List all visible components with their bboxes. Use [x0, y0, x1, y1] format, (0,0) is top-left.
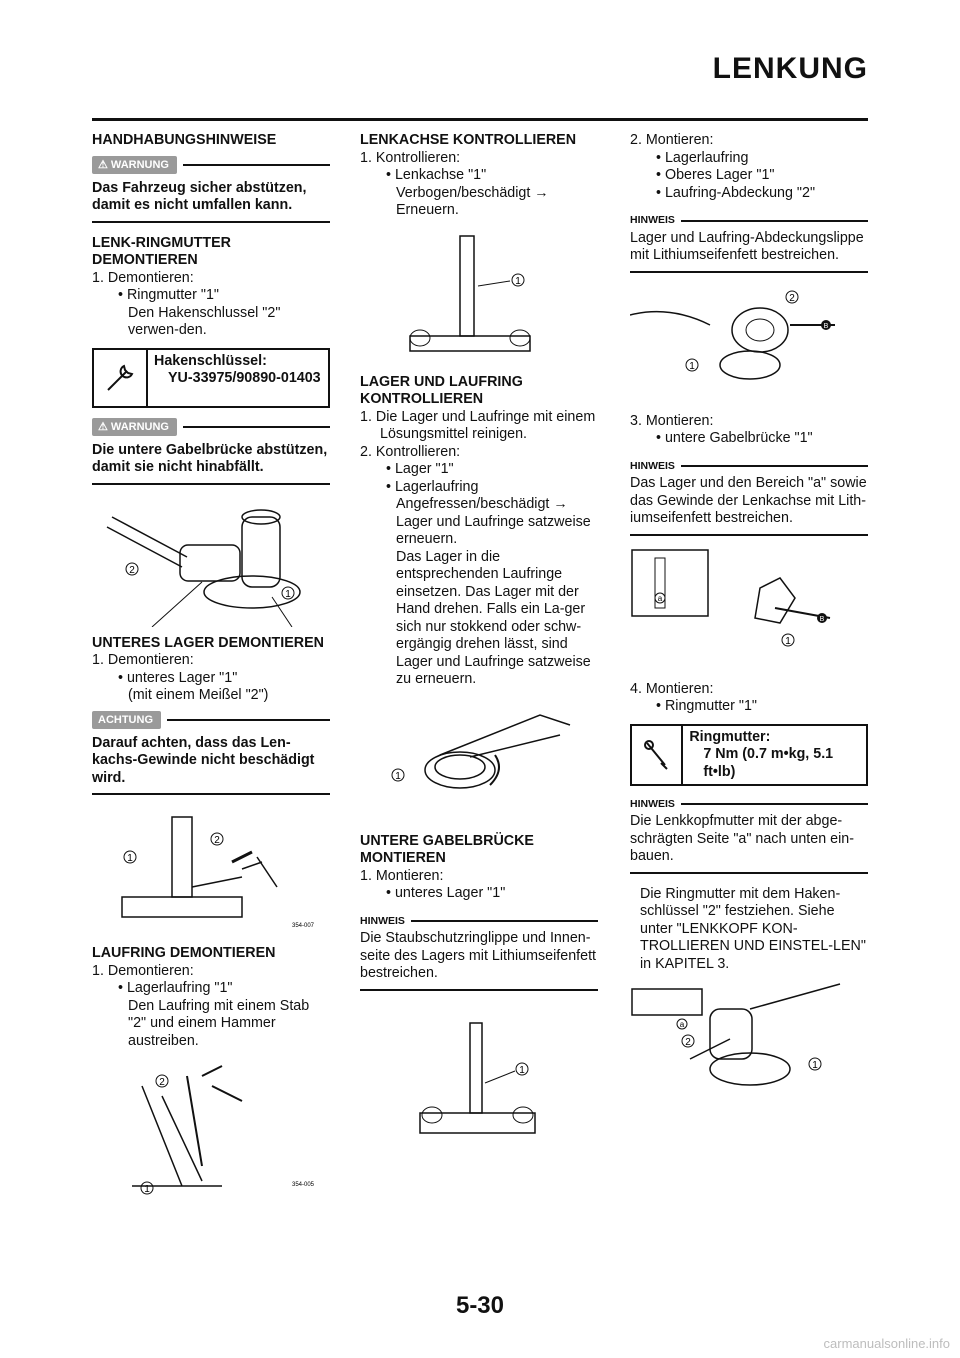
step: 1. Demontieren:	[92, 652, 194, 668]
section-heading: LAUFRING DEMONTIEREN	[92, 945, 276, 961]
ring-nut-tighten-figure	[630, 979, 860, 1109]
note-label: HINWEIS	[630, 797, 675, 810]
note-header	[630, 796, 868, 814]
warning-text: Die untere Gabelbrücke abstützen, damit sie nicht hinabfällt.	[92, 441, 328, 475]
step-note: Angefressen/beschädigt → Lager und Laufringe satzweise erneuern.	[396, 496, 591, 547]
step-item: • Lager "1"	[386, 461, 454, 477]
step-note: Den Laufring mit einem Stab "2" und einem Hammer austreiben.	[128, 997, 310, 1049]
note-header	[630, 212, 868, 230]
step-note: Den Hakenschlussel "2" verwen-den.	[128, 304, 281, 338]
page-title: LENKUNG	[712, 52, 868, 85]
step-item: • unteres Lager "1"	[386, 885, 506, 901]
upper-bearing-figure	[630, 285, 860, 405]
step-item: • Lagerlaufring	[656, 149, 749, 166]
wrench-icon	[94, 350, 148, 406]
svg-text:1: 1	[519, 1064, 525, 1076]
lower-bracket-figure	[360, 1003, 590, 1153]
step: 1. Demontieren:	[92, 962, 194, 979]
svg-text:1: 1	[515, 275, 521, 287]
warning-text: Das Fahrzeug sicher abstützen, damit es nicht umfallen kann.	[92, 179, 307, 213]
caution-badge: ACHTUNG	[92, 711, 161, 729]
svg-text:a: a	[657, 593, 663, 603]
warning-badge: ⚠ WARNUNG	[92, 156, 177, 174]
step-item: • untere Gabelbrücke "1"	[656, 430, 813, 446]
step: 2. Kontrollieren:	[360, 443, 461, 460]
caution-text: Darauf achten, dass das Len-kachs-Gewinde nicht beschädigt wird.	[92, 734, 315, 786]
note-text: Das Lager und den Bereich "a" sowie das Gewinde der Lenkachse mit Lith-iumseifenfett bestreichen.	[630, 475, 867, 526]
figure-code: 354-005	[292, 1182, 315, 1188]
section-heading: LENK-RINGMUTTER DEMONTIEREN	[92, 234, 231, 268]
svg-text:2: 2	[129, 564, 135, 576]
svg-text:1: 1	[785, 635, 791, 647]
svg-text:2: 2	[214, 835, 220, 846]
svg-text:a: a	[679, 1020, 685, 1029]
svg-text:2: 2	[685, 1037, 691, 1048]
page-number: 5-30	[455, 1292, 505, 1319]
figure-code: 354-007	[292, 923, 315, 929]
lower-bracket-install-figure	[630, 548, 860, 673]
step-note: Die Ringmutter mit dem Haken-schlüssel "2" festziehen. Siehe unter "LENKKOPF KON-TROLLIEREN UND EINSTEL-LEN" in KAPITEL 3.	[640, 885, 866, 972]
column-1	[92, 132, 330, 1204]
note-label: HINWEIS	[360, 914, 405, 927]
step-note: Das Lager in die entsprechenden Laufringe einsetzen. Das Lager mit der Hand drehen. Falls ein La-ger sich nur stokkend oder schw-ergängig drehen lässt, sind Lager und Laufringe satzweise zu erneuern.	[396, 548, 591, 687]
torque-wrench-icon	[632, 726, 683, 784]
svg-text:1: 1	[812, 1060, 818, 1071]
step-item: • Lagerlaufring "1"	[118, 980, 233, 996]
step: 4. Montieren:	[630, 680, 714, 697]
note-header	[360, 913, 598, 931]
torque-value: 7 Nm (0.7 m•kg, 5.1 ft•lb)	[703, 746, 834, 780]
note-text: Die Lenkkopfmutter mit der abge-schrägten Seite "a" nach unten ein-bauen.	[630, 813, 854, 864]
steering-stem-figure	[360, 226, 590, 366]
step: 1. Kontrollieren:	[360, 149, 461, 166]
svg-text:B: B	[823, 322, 829, 330]
caution-header	[92, 711, 330, 729]
svg-text:1: 1	[144, 1184, 150, 1195]
step-item: • unteres Lager "1"	[118, 669, 238, 686]
section-heading: UNTERE GABELBRÜCKE MONTIEREN	[360, 832, 534, 866]
warning-header	[92, 418, 330, 436]
svg-text:1: 1	[689, 360, 695, 372]
step-note: (mit einem Meißel "2")	[128, 687, 269, 703]
chisel-figure	[92, 807, 322, 937]
note-text: Die Staubschutzringlippe und Innen-seite des Lagers mit Lithiumseifenfett bestreichen.	[360, 930, 597, 981]
watermark: carmanualsonline.info	[823, 1336, 950, 1351]
step: 1. Die Lager und Laufringe mit einem Lösungsmittel reinigen.	[360, 408, 596, 442]
bearing-figure	[360, 695, 590, 825]
svg-text:2: 2	[159, 1077, 165, 1088]
section-heading: LAGER UND LAUFRING KONTROLLIEREN	[360, 373, 523, 407]
section-heading: HANDHABUNGSHINWEISE	[92, 132, 277, 148]
race-removal-figure	[92, 1056, 322, 1196]
torque-box	[630, 724, 868, 786]
svg-text:1: 1	[127, 853, 133, 864]
section-heading: LENKACHSE KONTROLLIEREN	[360, 132, 577, 148]
step-item: • Oberes Lager "1"	[656, 167, 775, 183]
tool-value: YU-33975/90890-01403	[168, 370, 321, 386]
note-text: Lager und Laufring-Abdeckungslippe mit Lithiumseifenfett bestreichen.	[630, 229, 864, 263]
step-item: • Ringmutter "1"	[118, 287, 219, 303]
step-item: • Laufring-Abdeckung "2"	[656, 184, 816, 201]
step-item: • Lagerlaufring	[386, 478, 479, 495]
step: 3. Montieren:	[630, 412, 714, 429]
note-header	[630, 458, 868, 476]
step: 1. Demontieren:	[92, 269, 194, 286]
step: 1. Montieren:	[360, 867, 444, 884]
header-rule	[92, 118, 868, 121]
step: 2. Montieren:	[630, 132, 714, 148]
step-item: • Lenkachse "1"	[386, 167, 487, 183]
step-item: • Ringmutter "1"	[656, 698, 757, 714]
torque-title: Ringmutter:	[689, 728, 771, 745]
svg-text:B: B	[819, 615, 825, 623]
note-label: HINWEIS	[630, 214, 675, 226]
tool-box	[92, 348, 330, 408]
column-2	[360, 132, 598, 1161]
column-3	[630, 132, 868, 1117]
note-label: HINWEIS	[630, 459, 675, 472]
ring-nut-figure	[92, 497, 322, 627]
warning-header	[92, 156, 330, 174]
section-heading: UNTERES LAGER DEMONTIEREN	[92, 634, 324, 651]
warning-badge: ⚠ WARNUNG	[92, 418, 177, 436]
svg-text:1: 1	[395, 770, 401, 782]
svg-text:1: 1	[285, 588, 291, 600]
step-note: Verbogen/beschädigt → Erneuern.	[396, 184, 549, 218]
tool-title: Hakenschlüssel:	[154, 352, 267, 369]
svg-text:2: 2	[789, 292, 795, 304]
